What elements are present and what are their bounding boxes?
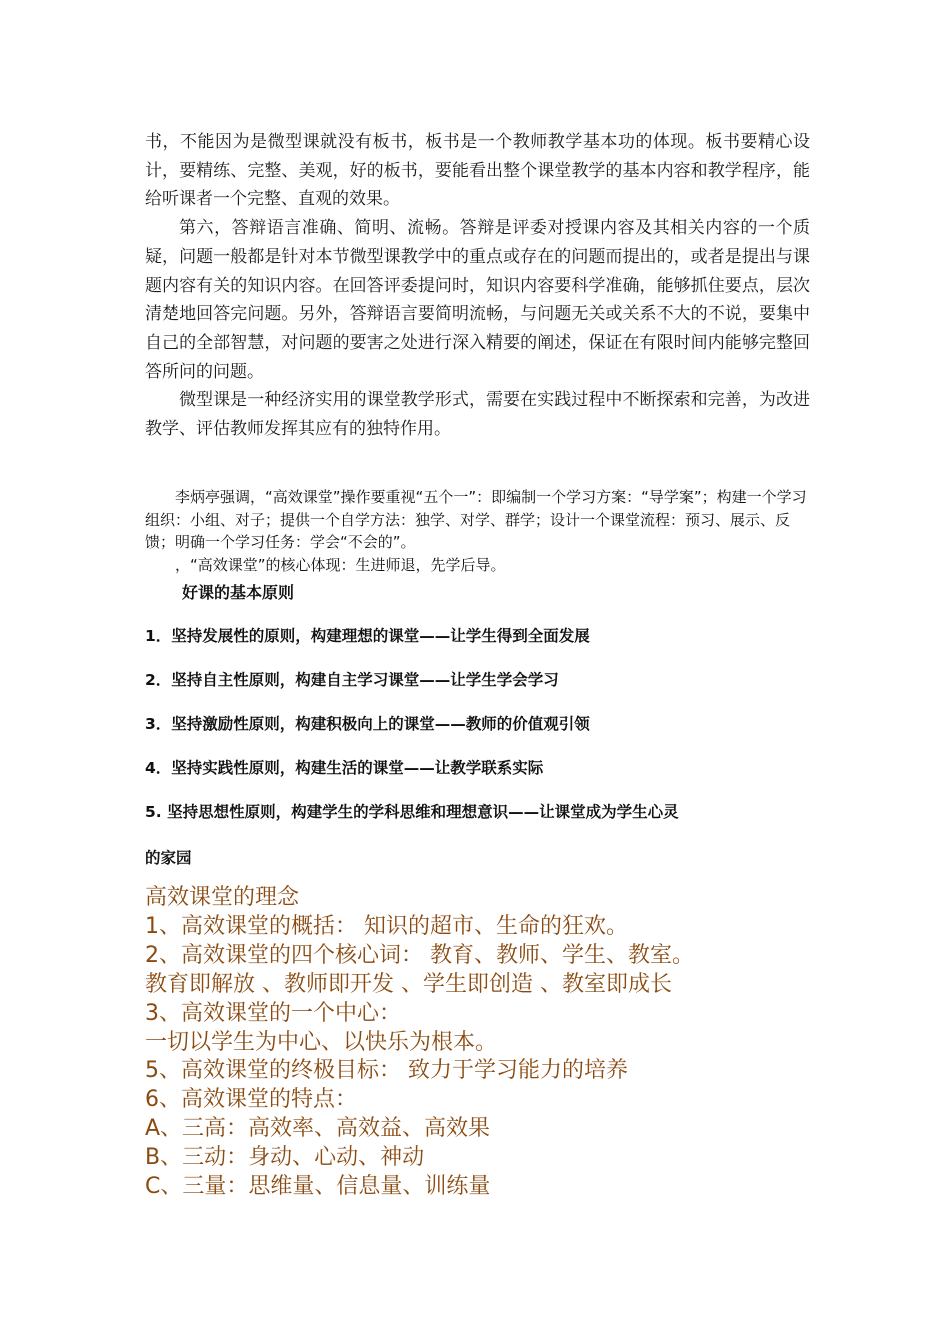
principle-item: 2．坚持自主性原则，构建自主学习课堂——让学生学会学习 [145,671,559,689]
concept-list [145,884,845,1202]
concept-line: 3、高效课堂的一个中心： [145,1000,401,1026]
concept-line: A、三高：高效率、高效益、高效果 [145,1116,491,1142]
concept-line: 6、高效课堂的特点： [145,1087,357,1113]
principle-item: 1．坚持发展性的原则，构建理想的课堂——让学生得到全面发展 [145,627,590,645]
concept-line: 5、高效课堂的终极目标： 致力于学习能力的培养 [145,1058,628,1084]
principle-item-continued: 的家园 [145,849,192,867]
concept-line: 一切以学生为中心、以快乐为根本。 [145,1029,498,1055]
principle-item: 3．坚持激励性原则，构建积极向上的课堂——教师的价值观引领 [145,715,590,733]
paragraph-conclusion: 微型课是一种经济实用的课堂教学形式，需要在实践过程中不断探索和完善，为改进教学、评估教师发挥其应有的独特作用。 [145,390,810,440]
concept-line: 1、高效课堂的概括： 知识的超市、生命的狂欢。 [145,913,628,939]
concept-title: 高效课堂的理念 [145,885,300,910]
paragraph-five-ones: 李炳亭强调，“高效课堂”操作要重视“五个一”：即编制一个学习方案：“导学案”；构建一个学习组织：小组、对子；提供一个自学方法：独学、对学、群学；设计一个课堂流程：预习、展示、反馈；明确一个学习任务：学会“不会的”。 [145,488,807,551]
concept-line: C、三量：思维量、信息量、训练量 [145,1174,491,1200]
paragraph-defense: 第六，答辩语言准确、简明、流畅。答辩是评委对授课内容及其相关内容的一个质疑，问题一般都是针对本节微型课教学中的重点或存在的问题而提出的，或者是提出与课题内容有关的知识内容。在回答评委提问时，知识内容要科学准确，能够抓住要点，层次清楚地回答完问题。另外，答辩语言要简明流畅，与问题无关或关系不大的不说，要集中自己的全部智慧，对问题的要害之处进行深入精要的阐述，保证在有限时间内能够完整回答所问的问题。 [145,218,810,382]
sans-text-block [145,486,815,576]
principle-item: 5. 坚持思想性原则，构建学生的学科思维和理想意识——让课堂成为学生心灵 [145,803,679,821]
principles-heading: 好课的基本原则 [182,583,295,602]
concept-line: B、三动：身动、心动、神动 [145,1145,425,1171]
serif-text-block [145,128,810,444]
principle-item: 4．坚持实践性原则，构建生活的课堂——让教学联系实际 [145,759,544,777]
concept-line: 2、高效课堂的四个核心词： 教育、教师、学生、教室。 [145,942,694,968]
paragraph-core: ，“高效课堂”的核心体现：生进师退，先学后导。 [175,555,506,574]
concept-line: 教育即解放 、教师即开发 、学生即创造 、教室即成长 [145,971,672,997]
paragraph-blackboard: 书，不能因为是微型课就没有板书，板书是一个教师教学基本功的体现。板书要精心设计，要精练、完整、美观，好的板书，要能看出整个课堂教学的基本内容和教学程序，能给听课者一个完整、直观的效果。 [145,132,810,210]
